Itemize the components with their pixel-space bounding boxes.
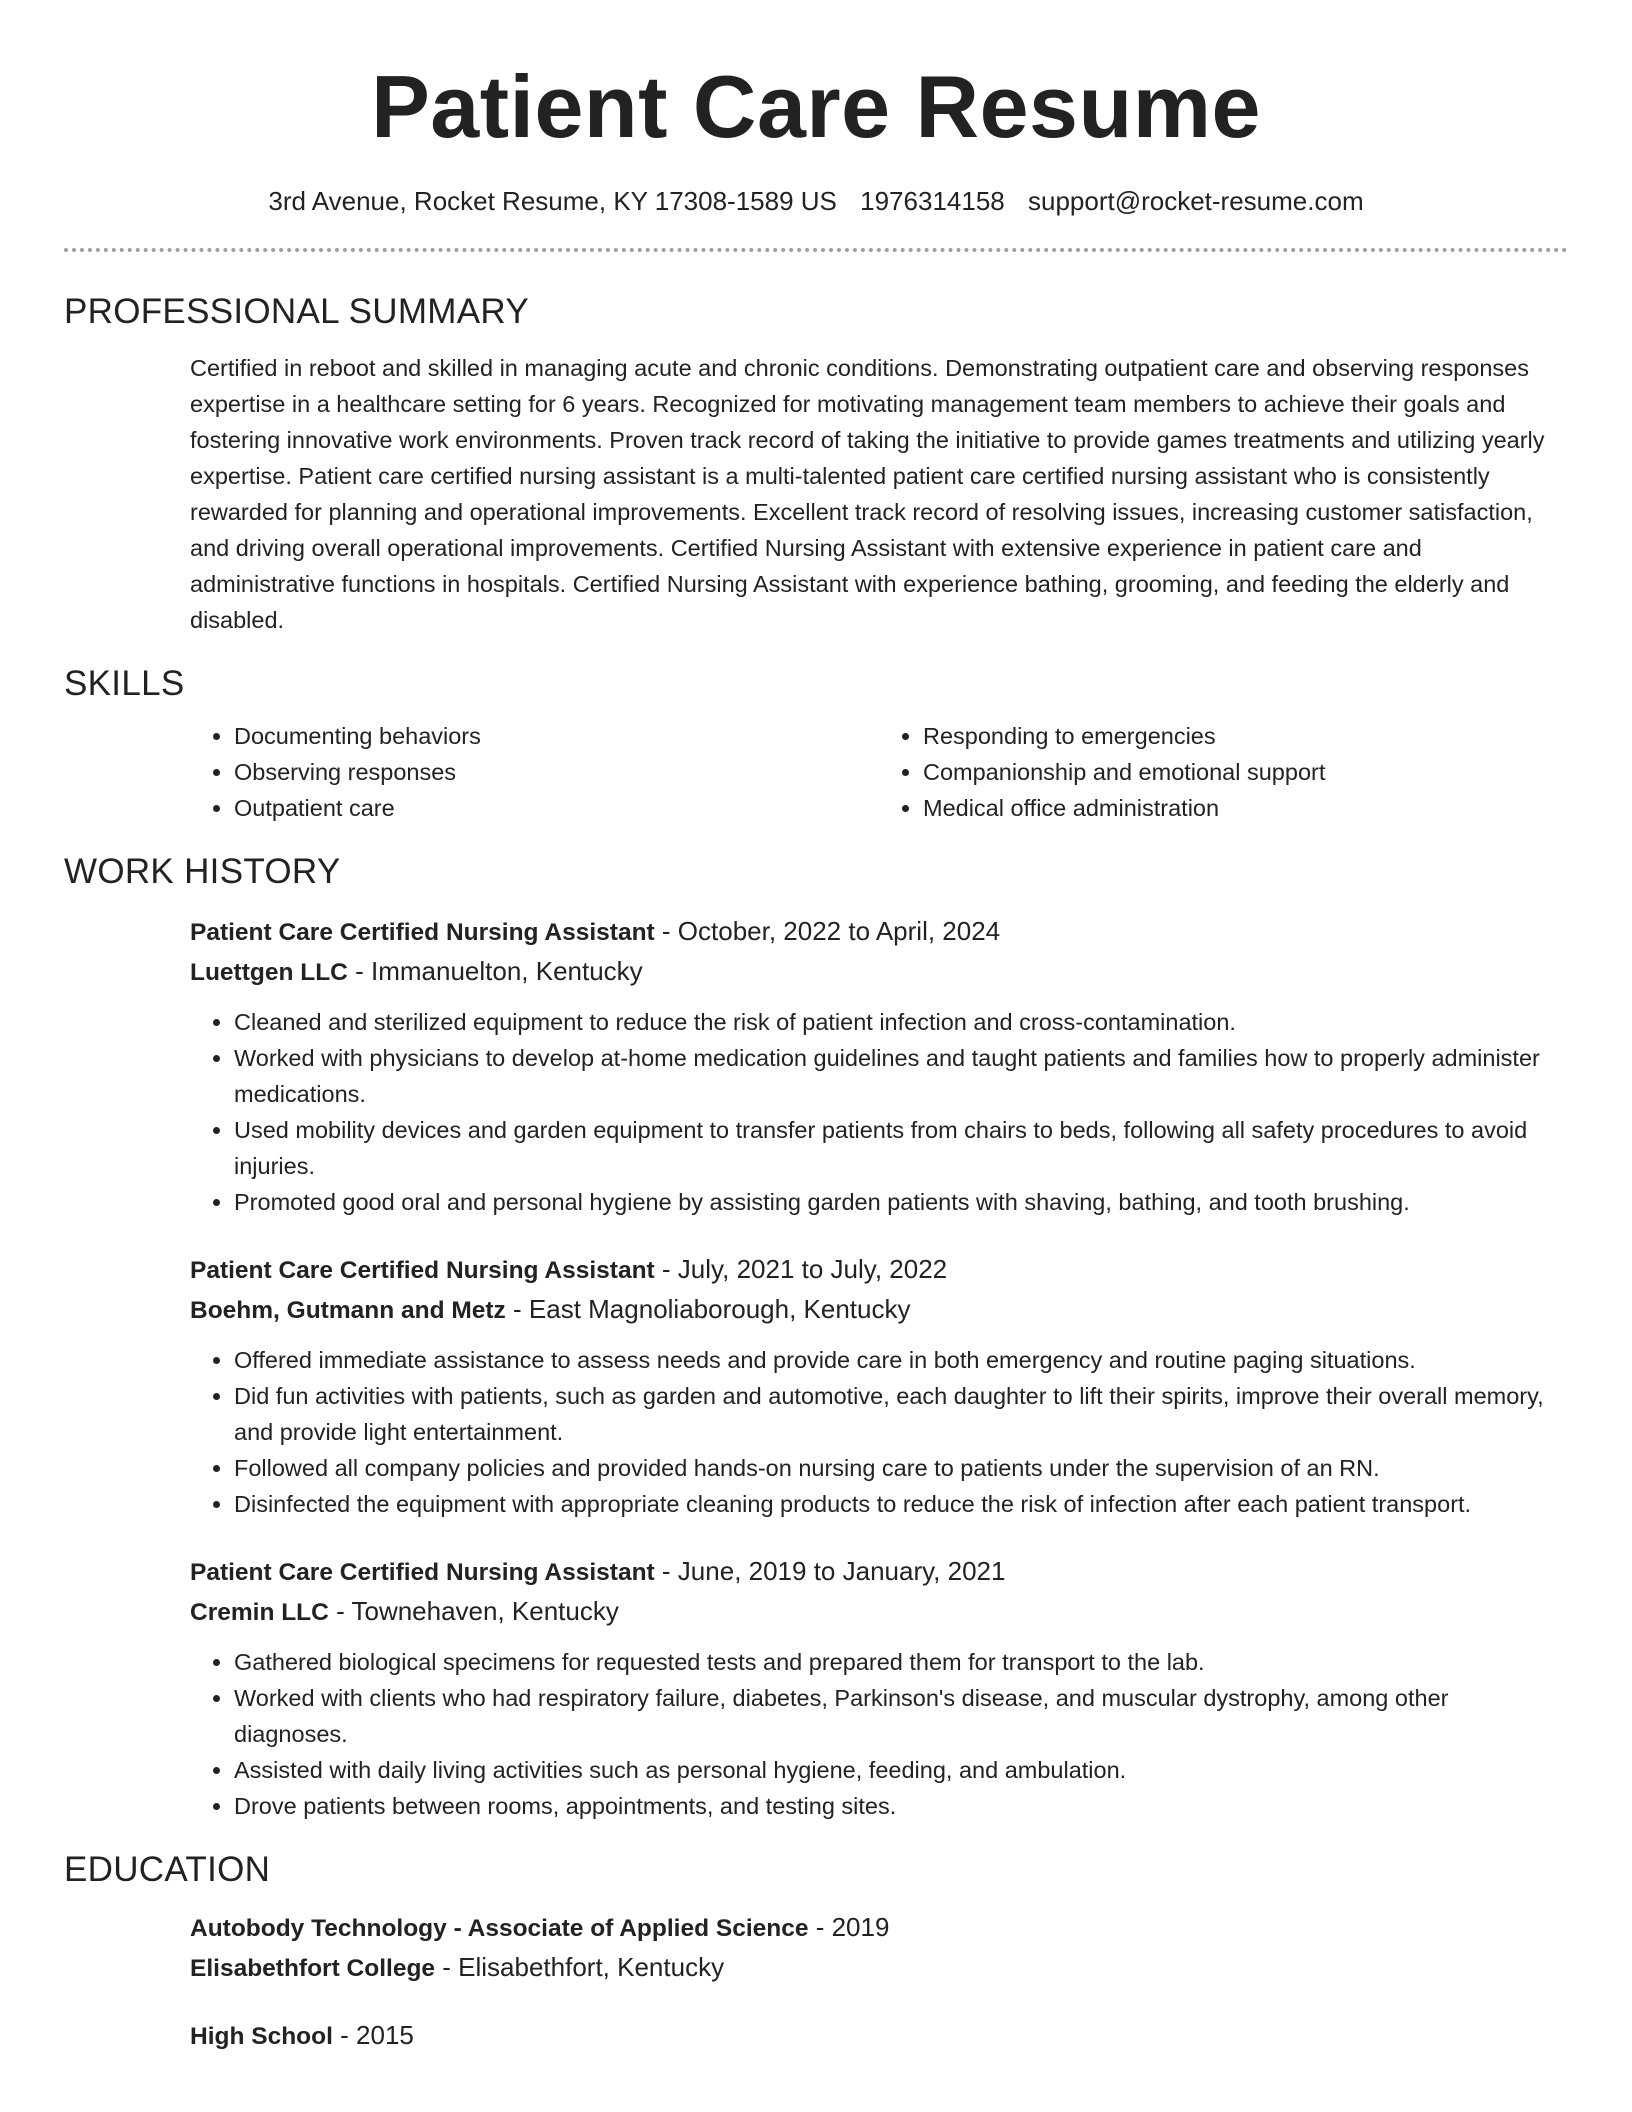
education-entry xyxy=(64,1908,1568,1988)
education-heading: EDUCATION xyxy=(64,1850,271,1889)
skill-item: • Observing responses xyxy=(234,754,879,790)
resume-name: Patient Care Resume xyxy=(371,57,1261,156)
job-bullet: • Offered immediate assistance to assess needs and provide care in both emergency and routine paging situations. xyxy=(234,1342,1568,1378)
summary-heading: PROFESSIONAL SUMMARY xyxy=(64,292,529,331)
degree-name: Autobody Technology - Associate of Applied Science xyxy=(190,1915,809,1942)
skills-column-right xyxy=(879,718,1568,826)
degree-year: - 2015 xyxy=(332,2020,414,2050)
job-entry xyxy=(64,1250,1568,1522)
job-bullets xyxy=(190,1644,1568,1824)
job-dates: - July, 2021 to July, 2022 xyxy=(654,1254,948,1284)
job-bullets xyxy=(190,1004,1568,1220)
job-company: Luettgen LLC xyxy=(190,959,348,986)
job-dates: - June, 2019 to January, 2021 xyxy=(654,1556,1006,1586)
school-name: Elisabethfort College xyxy=(190,1955,436,1982)
job-title-line xyxy=(190,912,1568,952)
contact-line xyxy=(64,184,1568,218)
skills-heading: SKILLS xyxy=(64,664,185,703)
job-company-line xyxy=(190,1290,1568,1330)
skills-column-left xyxy=(190,718,879,826)
skill-item: • Outpatient care xyxy=(234,790,879,826)
education-entry xyxy=(64,2016,1568,2056)
skill-item: • Medical office administration xyxy=(923,790,1568,826)
job-company-line xyxy=(190,1592,1568,1632)
school-line xyxy=(190,1948,1568,1988)
degree-line xyxy=(190,1908,1568,1948)
skill-item: • Responding to emergencies xyxy=(923,718,1568,754)
job-bullet: • Disinfected the equipment with appropriate cleaning products to reduce the risk of infection after each patient transport. xyxy=(234,1486,1568,1522)
job-bullet: • Cleaned and sterilized equipment to reduce the risk of patient infection and cross-contamination. xyxy=(234,1004,1568,1040)
job-entry xyxy=(64,1552,1568,1824)
job-dates: - October, 2022 to April, 2024 xyxy=(654,916,1001,946)
job-bullet: • Worked with physicians to develop at-home medication guidelines and taught patients and families how to properly administer medications. xyxy=(234,1040,1568,1112)
job-title: Patient Care Certified Nursing Assistant xyxy=(190,1559,655,1586)
skills-list xyxy=(64,718,1568,826)
summary-text: Certified in reboot and skilled in managing acute and chronic conditions. Demonstrating outpatient care and observing responses expertise in a healthcare setting for 6 years. Recognized for motivating management team members to achieve their goals and fostering innovative work environments. Proven track record of taking the initiative to provide games treatments and utilizing yearly expertise. Patient care certified nursing assistant is a multi-talented patient care certified nursing assistant who is consistently rewarded for planning and operational improvements. Excellent track record of resolving issues, increasing customer satisfaction, and driving overall operational improvements. Certified Nursing Assistant with extensive experience in patient care and administrative functions in hospitals. Certified Nursing Assistant with experience bathing, grooming, and feeding the elderly and disabled. xyxy=(190,355,1545,633)
job-title-line xyxy=(190,1552,1568,1592)
header-divider xyxy=(64,248,1568,252)
job-title-line xyxy=(190,1250,1568,1290)
school-location: - Elisabethfort, Kentucky xyxy=(435,1952,725,1982)
job-location: - Immanuelton, Kentucky xyxy=(347,956,643,986)
contact-phone: 1976314158 xyxy=(860,186,1005,216)
job-title: Patient Care Certified Nursing Assistant xyxy=(190,1257,655,1284)
skill-item: • Companionship and emotional support xyxy=(923,754,1568,790)
job-title: Patient Care Certified Nursing Assistant xyxy=(190,919,655,946)
job-company-line xyxy=(190,952,1568,992)
work-heading: WORK HISTORY xyxy=(64,852,341,891)
job-bullet: • Gathered biological specimens for requested tests and prepared them for transport to the lab. xyxy=(234,1644,1568,1680)
job-company: Cremin LLC xyxy=(190,1599,329,1626)
job-location: - Townehaven, Kentucky xyxy=(328,1596,619,1626)
job-bullet: • Worked with clients who had respiratory failure, diabetes, Parkinson's disease, and muscular dystrophy, among other diagnoses. xyxy=(234,1680,1568,1752)
degree-name: High School xyxy=(190,2023,333,2050)
job-bullet: • Did fun activities with patients, such as garden and automotive, each daughter to lift their spirits, improve their overall memory, and provide light entertainment. xyxy=(234,1378,1568,1450)
skill-item: • Documenting behaviors xyxy=(234,718,879,754)
job-company: Boehm, Gutmann and Metz xyxy=(190,1297,506,1324)
job-bullet: • Promoted good oral and personal hygiene by assisting garden patients with shaving, bathing, and tooth brushing. xyxy=(234,1184,1568,1220)
degree-year: - 2019 xyxy=(808,1912,890,1942)
job-bullet: • Assisted with daily living activities such as personal hygiene, feeding, and ambulation. xyxy=(234,1752,1568,1788)
job-location: - East Magnoliaborough, Kentucky xyxy=(505,1294,911,1324)
contact-address: 3rd Avenue, Rocket Resume, KY 17308-1589 US xyxy=(268,186,837,216)
job-entry xyxy=(64,912,1568,1220)
job-bullet: • Followed all company policies and provided hands-on nursing care to patients under the supervision of an RN. xyxy=(234,1450,1568,1486)
job-bullet: • Drove patients between rooms, appointments, and testing sites. xyxy=(234,1788,1568,1824)
job-bullet: • Used mobility devices and garden equipment to transfer patients from chairs to beds, following all safety procedures to avoid injuries. xyxy=(234,1112,1568,1184)
degree-line xyxy=(190,2016,1568,2056)
contact-email: support@rocket-resume.com xyxy=(1027,186,1364,216)
job-bullets xyxy=(190,1342,1568,1522)
